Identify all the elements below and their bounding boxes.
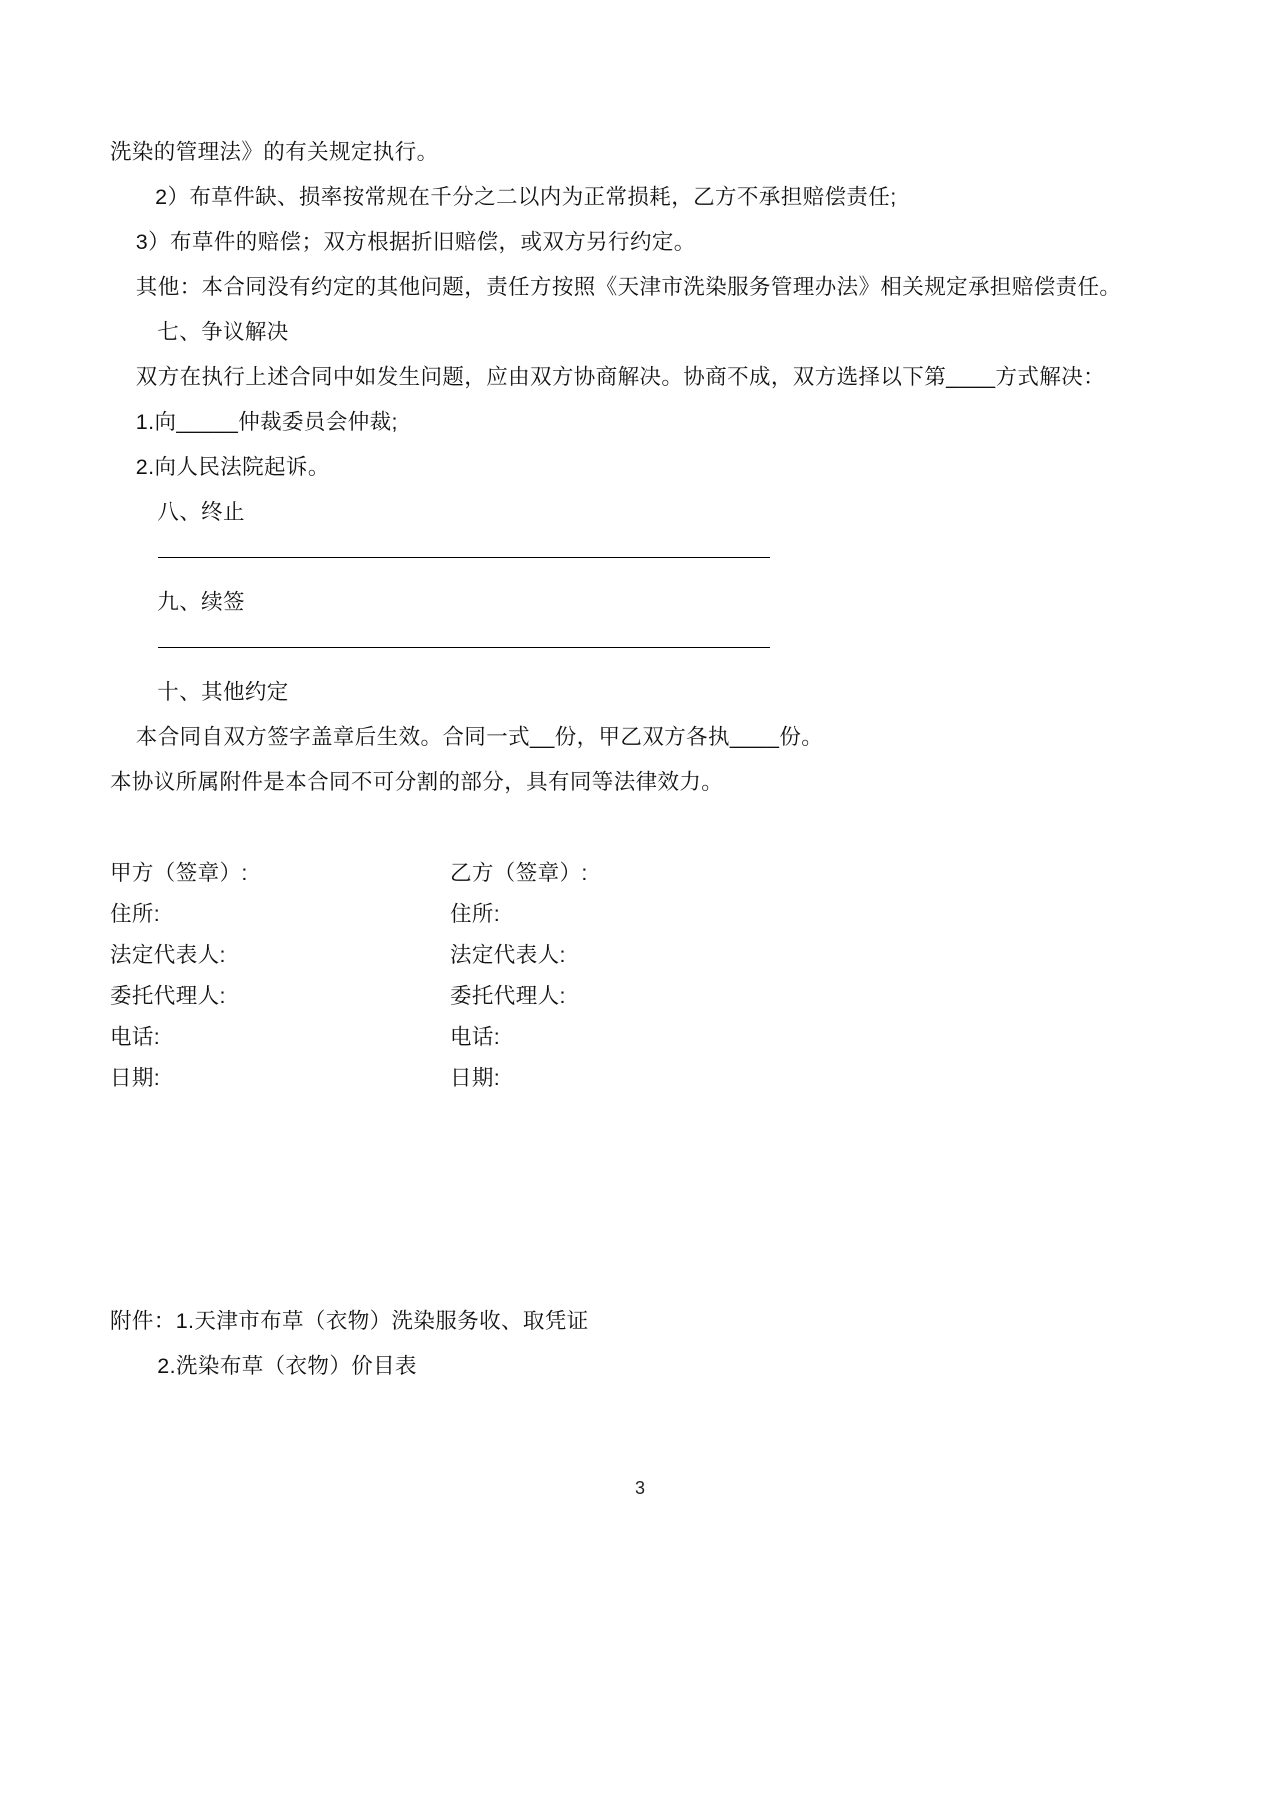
signature-row <box>110 976 1170 1017</box>
underline-rule <box>158 557 770 558</box>
clause-other: 其他：本合同没有约定的其他问题，责任方按照《天津市洗染服务管理办法》相关规定承担赔偿责任。 <box>135 275 1122 299</box>
section-heading-ten: 十、其他约定 <box>157 680 289 704</box>
underline-rule <box>158 647 770 648</box>
signature-row <box>110 1017 1170 1058</box>
dispute-paragraph: 双方在执行上述合同中如发生问题，应由双方协商解决。协商不成，双方选择以下第____方式解决： <box>135 365 1106 389</box>
party-b-legal-rep-label: 法定代表人: <box>450 943 566 967</box>
section-heading-eight: 八、终止 <box>157 500 245 524</box>
party-a-signature-label: 甲方（签章）: <box>110 861 248 885</box>
dispute-option-2: 2.向人民法院起诉。 <box>135 455 330 479</box>
signature-row <box>110 935 1170 976</box>
party-a-address-label: 住所: <box>110 902 161 926</box>
party-a-legal-rep-label: 法定代表人: <box>110 943 226 967</box>
attachment-item-1: 附件：1.天津市布草（衣物）洗染服务收、取凭证 <box>110 1309 589 1333</box>
party-b-date-label: 日期: <box>450 1066 501 1090</box>
section-heading-seven: 七、争议解决 <box>157 320 289 344</box>
party-a-agent-label: 委托代理人: <box>110 984 226 1008</box>
signature-block <box>110 853 1170 1099</box>
clause-3: 3）布草件的赔偿；双方根据折旧赔偿，或双方另行约定。 <box>135 230 696 254</box>
closing-paragraph-1: 本合同自双方签字盖章后生效。合同一式__份，甲乙双方各执____份。 <box>135 725 824 749</box>
blank-fill-line-termination <box>110 535 1170 580</box>
dispute-option-1: 1.向_____仲裁委员会仲裁; <box>135 410 398 434</box>
signature-row <box>110 894 1170 935</box>
page-number: 3 <box>634 1478 645 1498</box>
attachments-block <box>110 1299 1170 1389</box>
section-heading-nine: 九、续签 <box>157 590 245 614</box>
party-b-address-label: 住所: <box>450 902 501 926</box>
party-b-signature-label: 乙方（签章）: <box>450 861 588 885</box>
party-a-phone-label: 电话: <box>110 1025 161 1049</box>
document-body <box>110 130 1170 1389</box>
party-b-phone-label: 电话: <box>450 1025 501 1049</box>
party-b-agent-label: 委托代理人: <box>450 984 566 1008</box>
clause-2: 2）布草件缺、损率按常规在千分之二以内为正常损耗，乙方不承担赔偿责任; <box>155 185 897 209</box>
attachment-item-2: 2.洗染布草（衣物）价目表 <box>157 1354 417 1378</box>
blank-fill-line-renewal <box>110 625 1170 670</box>
closing-paragraph-2: 本协议所属附件是本合同不可分割的部分，具有同等法律效力。 <box>110 770 724 794</box>
paragraph-continuation: 洗染的管理法》的有关规定执行。 <box>110 140 439 164</box>
signature-row <box>110 1058 1170 1099</box>
signature-row <box>110 853 1170 894</box>
party-a-date-label: 日期: <box>110 1066 161 1090</box>
